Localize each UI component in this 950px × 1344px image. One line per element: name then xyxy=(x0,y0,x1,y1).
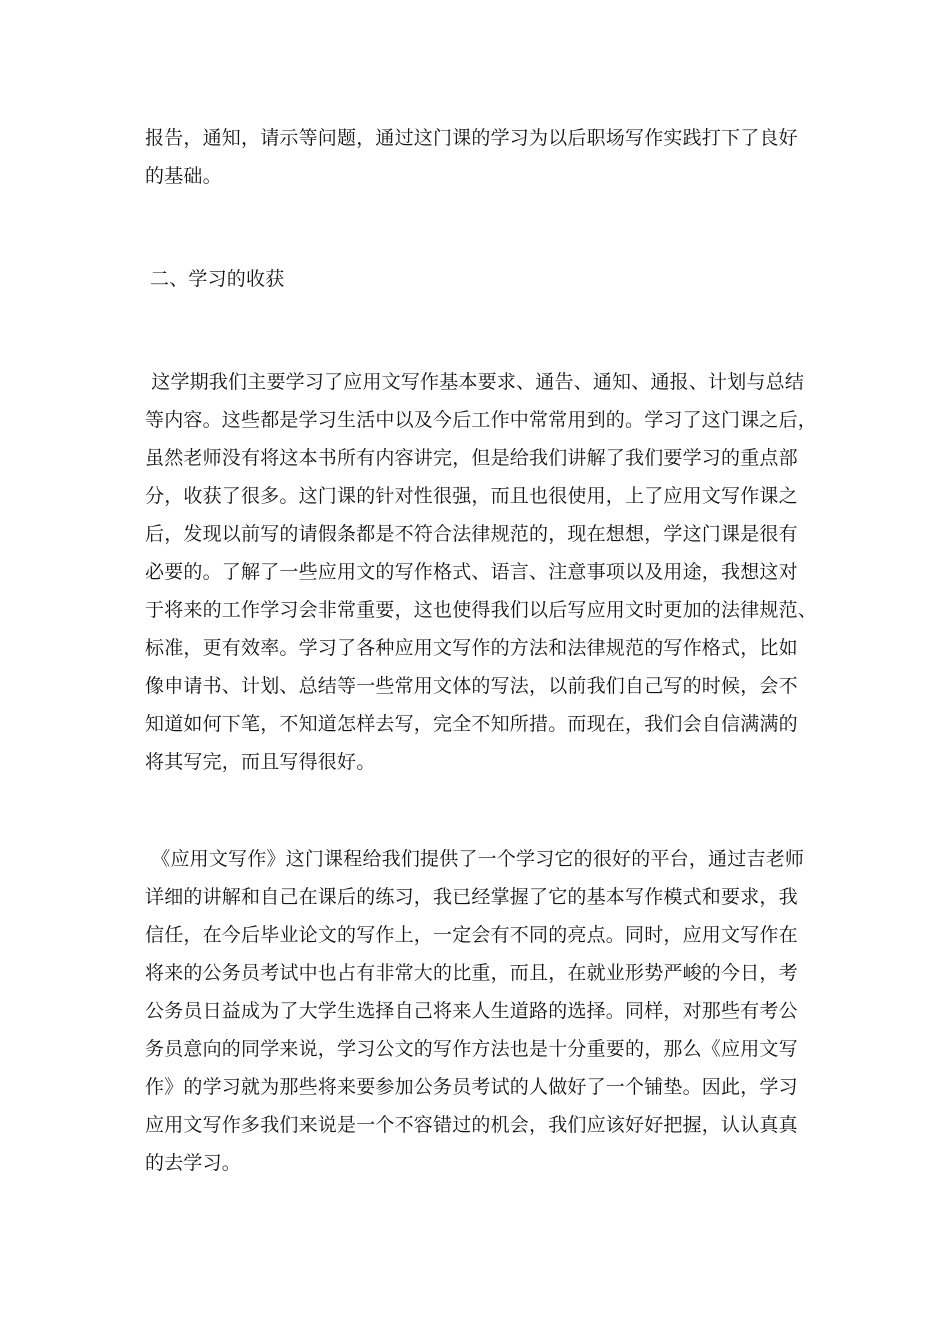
text-line: 这学期我们主要学习了应用文写作基本要求、通告、通知、通报、计划与总结 xyxy=(145,371,805,393)
text-line: 虽然老师没有将这本书所有内容讲完，但是给我们讲解了我们要学习的重点部 xyxy=(145,447,798,469)
text-line: 像申请书、计划、总结等一些常用文体的写法，以前我们自己写的时候，会不 xyxy=(145,675,798,697)
text-line: 的基础。 xyxy=(145,165,222,187)
text-line: 《应用文写作》这门课程给我们提供了一个学习它的很好的平台，通过吉老师 xyxy=(145,848,805,870)
text-line: 等内容。这些都是学习生活中以及今后工作中常常用到的。学习了这门课之后， xyxy=(145,409,818,431)
text-line: 知道如何下笔，不知道怎样去写，完全不知所措。而现在，我们会自信满满的 xyxy=(145,713,798,735)
text-line: 作》的学习就为那些将来要参加公务员考试的人做好了一个铺垫。因此，学习 xyxy=(145,1076,798,1098)
text-line: 务员意向的同学来说，学习公文的写作方法也是十分重要的，那么《应用文写 xyxy=(145,1038,798,1060)
text-line: 详细的讲解和自己在课后的练习，我已经掌握了它的基本写作模式和要求，我 xyxy=(145,886,798,908)
paragraph-learning-gains xyxy=(145,363,818,781)
text-line: 公务员日益成为了大学生选择自己将来人生道路的选择。同样，对那些有考公 xyxy=(145,1000,798,1022)
text-line: 必要的。了解了一些应用文的写作格式、语言、注意事项以及用途，我想这对 xyxy=(145,561,798,583)
section-heading xyxy=(150,260,810,298)
text-line: 应用文写作多我们来说是一个不容错过的机会，我们应该好好把握，认认真真 xyxy=(145,1114,798,1136)
text-line: 于将来的工作学习会非常重要，这也使得我们以后写应用文时更加的法律规范、 xyxy=(145,599,818,621)
text-line: 标准，更有效率。学习了各种应用文写作的方法和法律规范的写作格式，比如 xyxy=(145,637,798,659)
intro-paragraph-tail xyxy=(145,119,805,195)
text-line: 报告，通知，请示等问题，通过这门课的学习为以后职场写作实践打下了良好 xyxy=(145,127,798,149)
paragraph-applied-writing-course xyxy=(145,840,805,1182)
text-line: 后，发现以前写的请假条都是不符合法律规范的，现在想想，学这门课是很有 xyxy=(145,523,798,545)
text-line: 的去学习。 xyxy=(145,1152,242,1174)
text-line: 分，收获了很多。这门课的针对性很强，而且也很使用，上了应用文写作课之 xyxy=(145,485,798,507)
text-line: 将其写完，而且写得很好。 xyxy=(145,751,376,773)
text-line: 信任，在今后毕业论文的写作上，一定会有不同的亮点。同时，应用文写作在 xyxy=(145,924,798,946)
text-line: 将来的公务员考试中也占有非常大的比重，而且，在就业形势严峻的今日，考 xyxy=(145,962,798,984)
section-heading-text: 二、学习的收获 xyxy=(150,268,285,290)
